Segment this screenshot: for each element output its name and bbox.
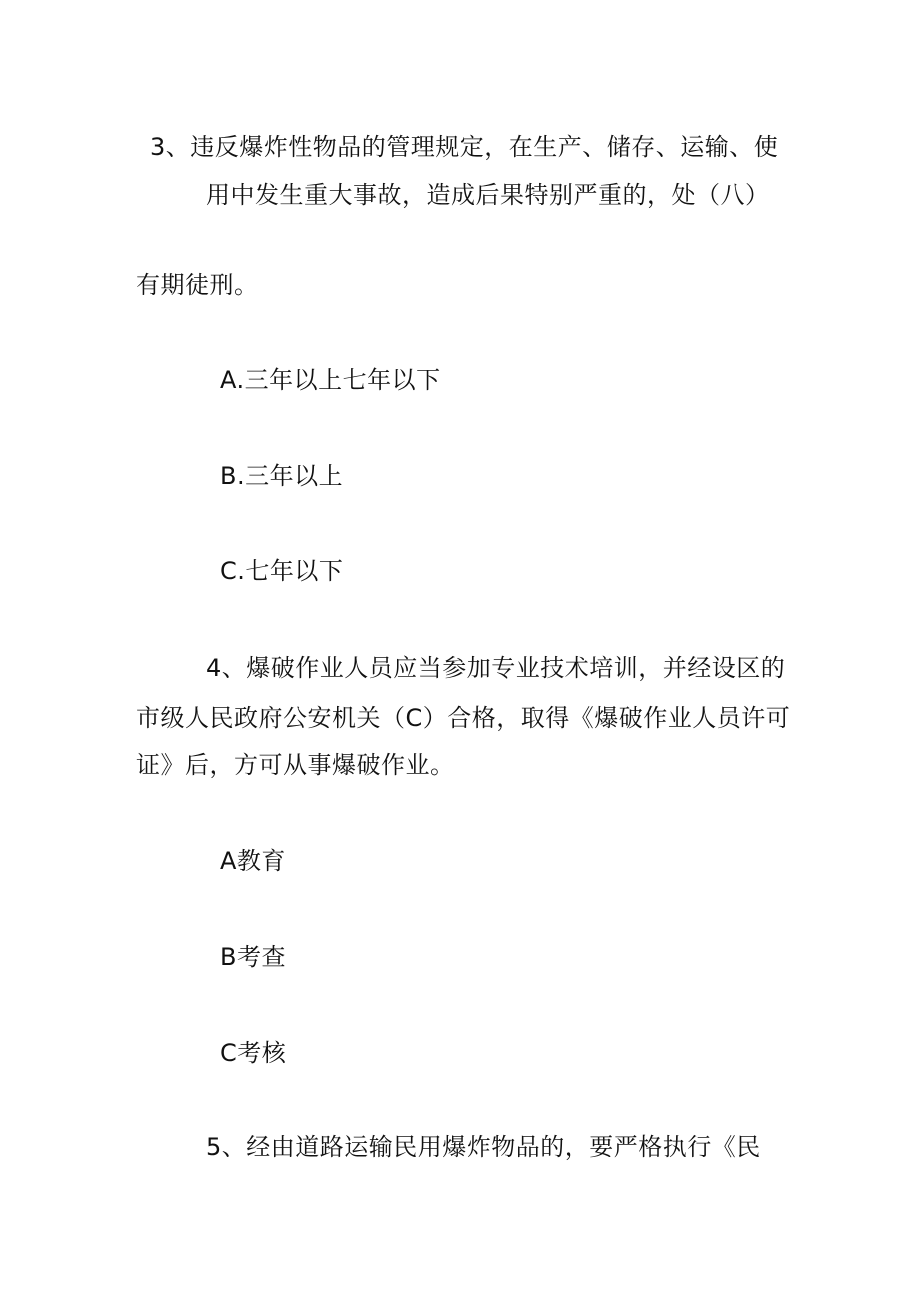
question-3-line-3: 有期徒刑。 (136, 271, 259, 299)
question-4-line-1: 4、爆破作业人员应当参加专业技术培训，并经设区的 (206, 654, 786, 682)
question-4-option-a: A教育 (220, 847, 286, 875)
question-5-line-1: 5、经由道路运输民用爆炸物品的，要严格执行《民 (206, 1133, 761, 1161)
question-3-line-2: 用中发生重大事故，造成后果特别严重的，处（八） (206, 181, 770, 209)
question-4-line-2: 市级人民政府公安机关（C）合格，取得《爆破作业人员许可 (136, 704, 791, 732)
question-3-line-1: 3、违反爆炸性物品的管理规定，在生产、储存、运输、使 (150, 133, 779, 161)
question-4-option-b: B考查 (220, 943, 286, 971)
question-3-option-c: C.七年以下 (220, 557, 344, 585)
question-3-option-a: A.三年以上七年以下 (220, 366, 441, 394)
question-4-line-3: 证》后，方可从事爆破作业。 (136, 751, 455, 779)
question-3-option-b: B.三年以上 (220, 462, 344, 490)
question-4-option-c: C考核 (220, 1039, 287, 1067)
